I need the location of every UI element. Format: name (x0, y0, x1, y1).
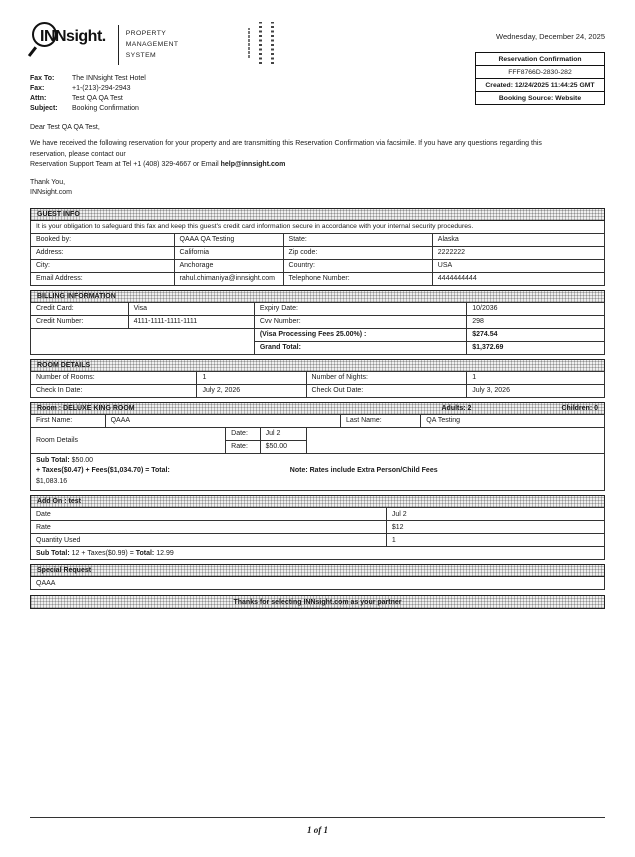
booking-source: Booking Source: Website (498, 94, 582, 102)
table-row (31, 508, 605, 521)
add-on-quantity-value: 1 (386, 534, 604, 547)
add-on-total-label: Total: (135, 549, 155, 557)
table-row (31, 534, 605, 547)
table-row (31, 371, 605, 384)
credit-card-label: Credit Card: (31, 302, 129, 315)
num-nights-label: Number of Nights: (306, 371, 467, 384)
attn-label: Attn: (30, 95, 47, 103)
room-total-value: $1,083.16 (36, 477, 68, 485)
special-request-header (30, 564, 605, 577)
first-name-value: QAAA (105, 414, 340, 427)
add-on-date-label: Date (31, 508, 387, 521)
guest-info-header (30, 208, 605, 221)
room-subtotal-label: Sub Total: (36, 456, 70, 464)
confirmation-id: FFF8766D-2830-282 (476, 66, 604, 79)
special-request-title: Special Request (37, 567, 92, 575)
special-request-value: QAAA (30, 577, 605, 590)
email-label: Email Address: (31, 272, 175, 285)
table-row (31, 302, 605, 315)
logo-tagline (118, 25, 179, 65)
room-section (30, 402, 605, 492)
processing-fee-label: (Visa Processing Fees 25.00%) : (254, 328, 466, 341)
card-number-label: Credit Number: (31, 315, 129, 328)
billing-section (30, 290, 605, 355)
phone-value: 4444444444 (432, 272, 604, 285)
add-on-title: Add On : test (37, 498, 81, 506)
thanks-bar-text: Thanks for selecting INNsight.com as your partner (233, 598, 402, 606)
room-details-label: Room Details (31, 427, 226, 453)
innsight-logo-mark (30, 20, 110, 56)
cvv-value: 298 (467, 315, 605, 328)
letter-line-1: We have received the following reservation for your property and are transmitting this Reservation Confirmation via facsimile. If you have any questions regarding this reservation, please contact our (30, 140, 542, 158)
table-row (31, 521, 605, 534)
brand-name: INNsight (40, 28, 102, 45)
room-rate-note: Note: Rates include Extra Person/Child Fees (289, 467, 438, 475)
billing-empty-cell (31, 328, 255, 354)
room-details-title: ROOM DETAILS (37, 361, 91, 369)
guest-info-section (30, 208, 605, 286)
room-title: Room : DELUXE KING ROOM (37, 404, 135, 412)
thanks-bar (30, 595, 605, 609)
add-on-date-value: Jul 2 (386, 508, 604, 521)
billing-table (30, 302, 605, 355)
rate-date-label: Date: (226, 427, 260, 440)
rate-date-value: Jul 2 (260, 427, 306, 440)
add-on-subtotal-label: Sub Total: (36, 549, 70, 557)
city-label: City: (31, 259, 175, 272)
subject-row (30, 104, 605, 114)
magnifier-lens-icon (32, 22, 57, 47)
fax-number-label: Fax: (30, 85, 45, 93)
table-row (31, 272, 605, 285)
expiry-label: Expiry Date: (254, 302, 466, 315)
confirmation-created: Created: 12/24/2025 11:44:25 GMT (476, 79, 604, 92)
security-notice: It is your obligation to safeguard this fax and keep this guest's credit card information secure in accordance with your internal security procedures. (30, 221, 605, 234)
country-label: Country: (283, 259, 432, 272)
checkout-value: July 3, 2026 (467, 384, 605, 397)
grand-total-label: Grand Total: (254, 341, 466, 354)
num-rooms-label: Number of Rooms: (31, 371, 197, 384)
room-subtotal-line (36, 456, 599, 467)
room-details-section (30, 359, 605, 398)
rate-label: Rate: (226, 440, 260, 453)
add-on-table (30, 507, 605, 547)
fax-transmission-marks (248, 22, 274, 64)
city-value: Anchorage (174, 259, 283, 272)
room-taxes-line (36, 466, 599, 477)
room-guest-table (30, 414, 605, 428)
booked-by-label: Booked by: (31, 233, 175, 246)
salutation: Dear Test QA QA Test, (30, 123, 100, 131)
tagline-line-2: MANAGEMENT (125, 41, 179, 49)
letter-paragraph (30, 139, 575, 171)
phone-label: Telephone Number: (283, 272, 432, 285)
table-row (31, 233, 605, 246)
table-row (31, 427, 605, 440)
fax-mark-column (259, 22, 262, 64)
grand-total-value: $1,372.69 (467, 341, 605, 354)
room-taxes-text: + Taxes($0.47) + Fees($1,034.70) = Total: (36, 467, 170, 475)
cvv-label: Cvv Number: (254, 315, 466, 328)
attn-value: Test QA QA Test (72, 95, 123, 103)
guest-info-table (30, 233, 605, 286)
num-nights-value: 1 (467, 371, 605, 384)
zip-label: Zip code: (283, 246, 432, 259)
letter-body (30, 123, 575, 199)
card-number-value: 4111-1111-1111-1111 (128, 315, 254, 328)
add-on-rate-label: Rate (31, 521, 387, 534)
brand-period: . (101, 28, 106, 45)
thank-you-line: Thank You, (30, 178, 66, 186)
address-value: California (174, 246, 283, 259)
page-footer (30, 817, 605, 838)
room-details-table (30, 371, 605, 398)
room-rate-table (30, 427, 605, 454)
room-totals-block (30, 454, 605, 492)
table-row (31, 328, 605, 341)
room-subtotal-value: $50.00 (71, 456, 94, 464)
add-on-total-value: 12.99 (154, 549, 174, 557)
state-label: State: (283, 233, 432, 246)
address-label: Address: (31, 246, 175, 259)
booked-by-value: QAAA QA Testing (174, 233, 283, 246)
state-value: Alaska (432, 233, 604, 246)
fax-number-value: +1-(213)-294-2943 (72, 85, 131, 93)
last-name-label: Last Name: (340, 414, 420, 427)
add-on-subtotal-mid: 12 + Taxes($0.99) = (69, 549, 136, 557)
fax-to-label: Fax To: (30, 75, 55, 82)
confirmation-box-title: Reservation Confirmation (476, 53, 604, 66)
email-value: rahul.chimaniya@innsight.com (174, 272, 283, 285)
add-on-section (30, 495, 605, 560)
checkin-label: Check In Date: (31, 384, 197, 397)
rate-value: $50.00 (260, 440, 306, 453)
support-email: help@innsight.com (220, 161, 286, 169)
signature-line: INNsight.com (30, 189, 73, 197)
add-on-subtotal-line (30, 547, 605, 560)
page-number: 1 of 1 (307, 825, 328, 835)
add-on-quantity-label: Quantity Used (31, 534, 387, 547)
magnifier-handle-icon (28, 46, 37, 56)
checkout-label: Check Out Date: (306, 384, 467, 397)
tagline-line-1: PROPERTY (125, 30, 167, 37)
checkin-value: July 2, 2026 (197, 384, 306, 397)
num-rooms-value: 1 (197, 371, 306, 384)
reservation-confirmation-box (475, 52, 605, 105)
table-row (31, 246, 605, 259)
tagline-line-3: SYSTEM (125, 52, 157, 60)
country-value: USA (432, 259, 604, 272)
special-request-section (30, 564, 605, 590)
room-children: Children: 0 (561, 404, 598, 412)
table-row (31, 384, 605, 397)
fax-to-value: The INNsight Test Hotel (72, 75, 146, 82)
first-name-label: First Name: (31, 414, 106, 427)
processing-fee-value: $274.54 (467, 328, 605, 341)
document-date: Wednesday, December 24, 2025 (496, 32, 605, 41)
add-on-rate-value: $12 (386, 521, 604, 534)
subject-label: Subject: (30, 105, 58, 113)
table-row (31, 414, 605, 427)
credit-card-value: Visa (128, 302, 254, 315)
subject-value: Booking Confirmation (72, 105, 139, 113)
room-adults: Adults: 2 (441, 404, 472, 412)
table-row (31, 259, 605, 272)
billing-title: BILLING INFORMATION (37, 292, 116, 300)
last-name-value: QA Testing (421, 414, 605, 427)
expiry-value: 10/2036 (467, 302, 605, 315)
table-row (31, 315, 605, 328)
letter-line-2: Reservation Support Team at Tel +1 (408) 329-4667 or Email (30, 161, 221, 169)
guest-info-title: GUEST INFO (37, 210, 80, 218)
zip-value: 2222222 (432, 246, 604, 259)
room-rate-empty-cell (306, 427, 605, 453)
fax-mark-column (271, 22, 274, 64)
fax-mark-column (248, 28, 250, 58)
